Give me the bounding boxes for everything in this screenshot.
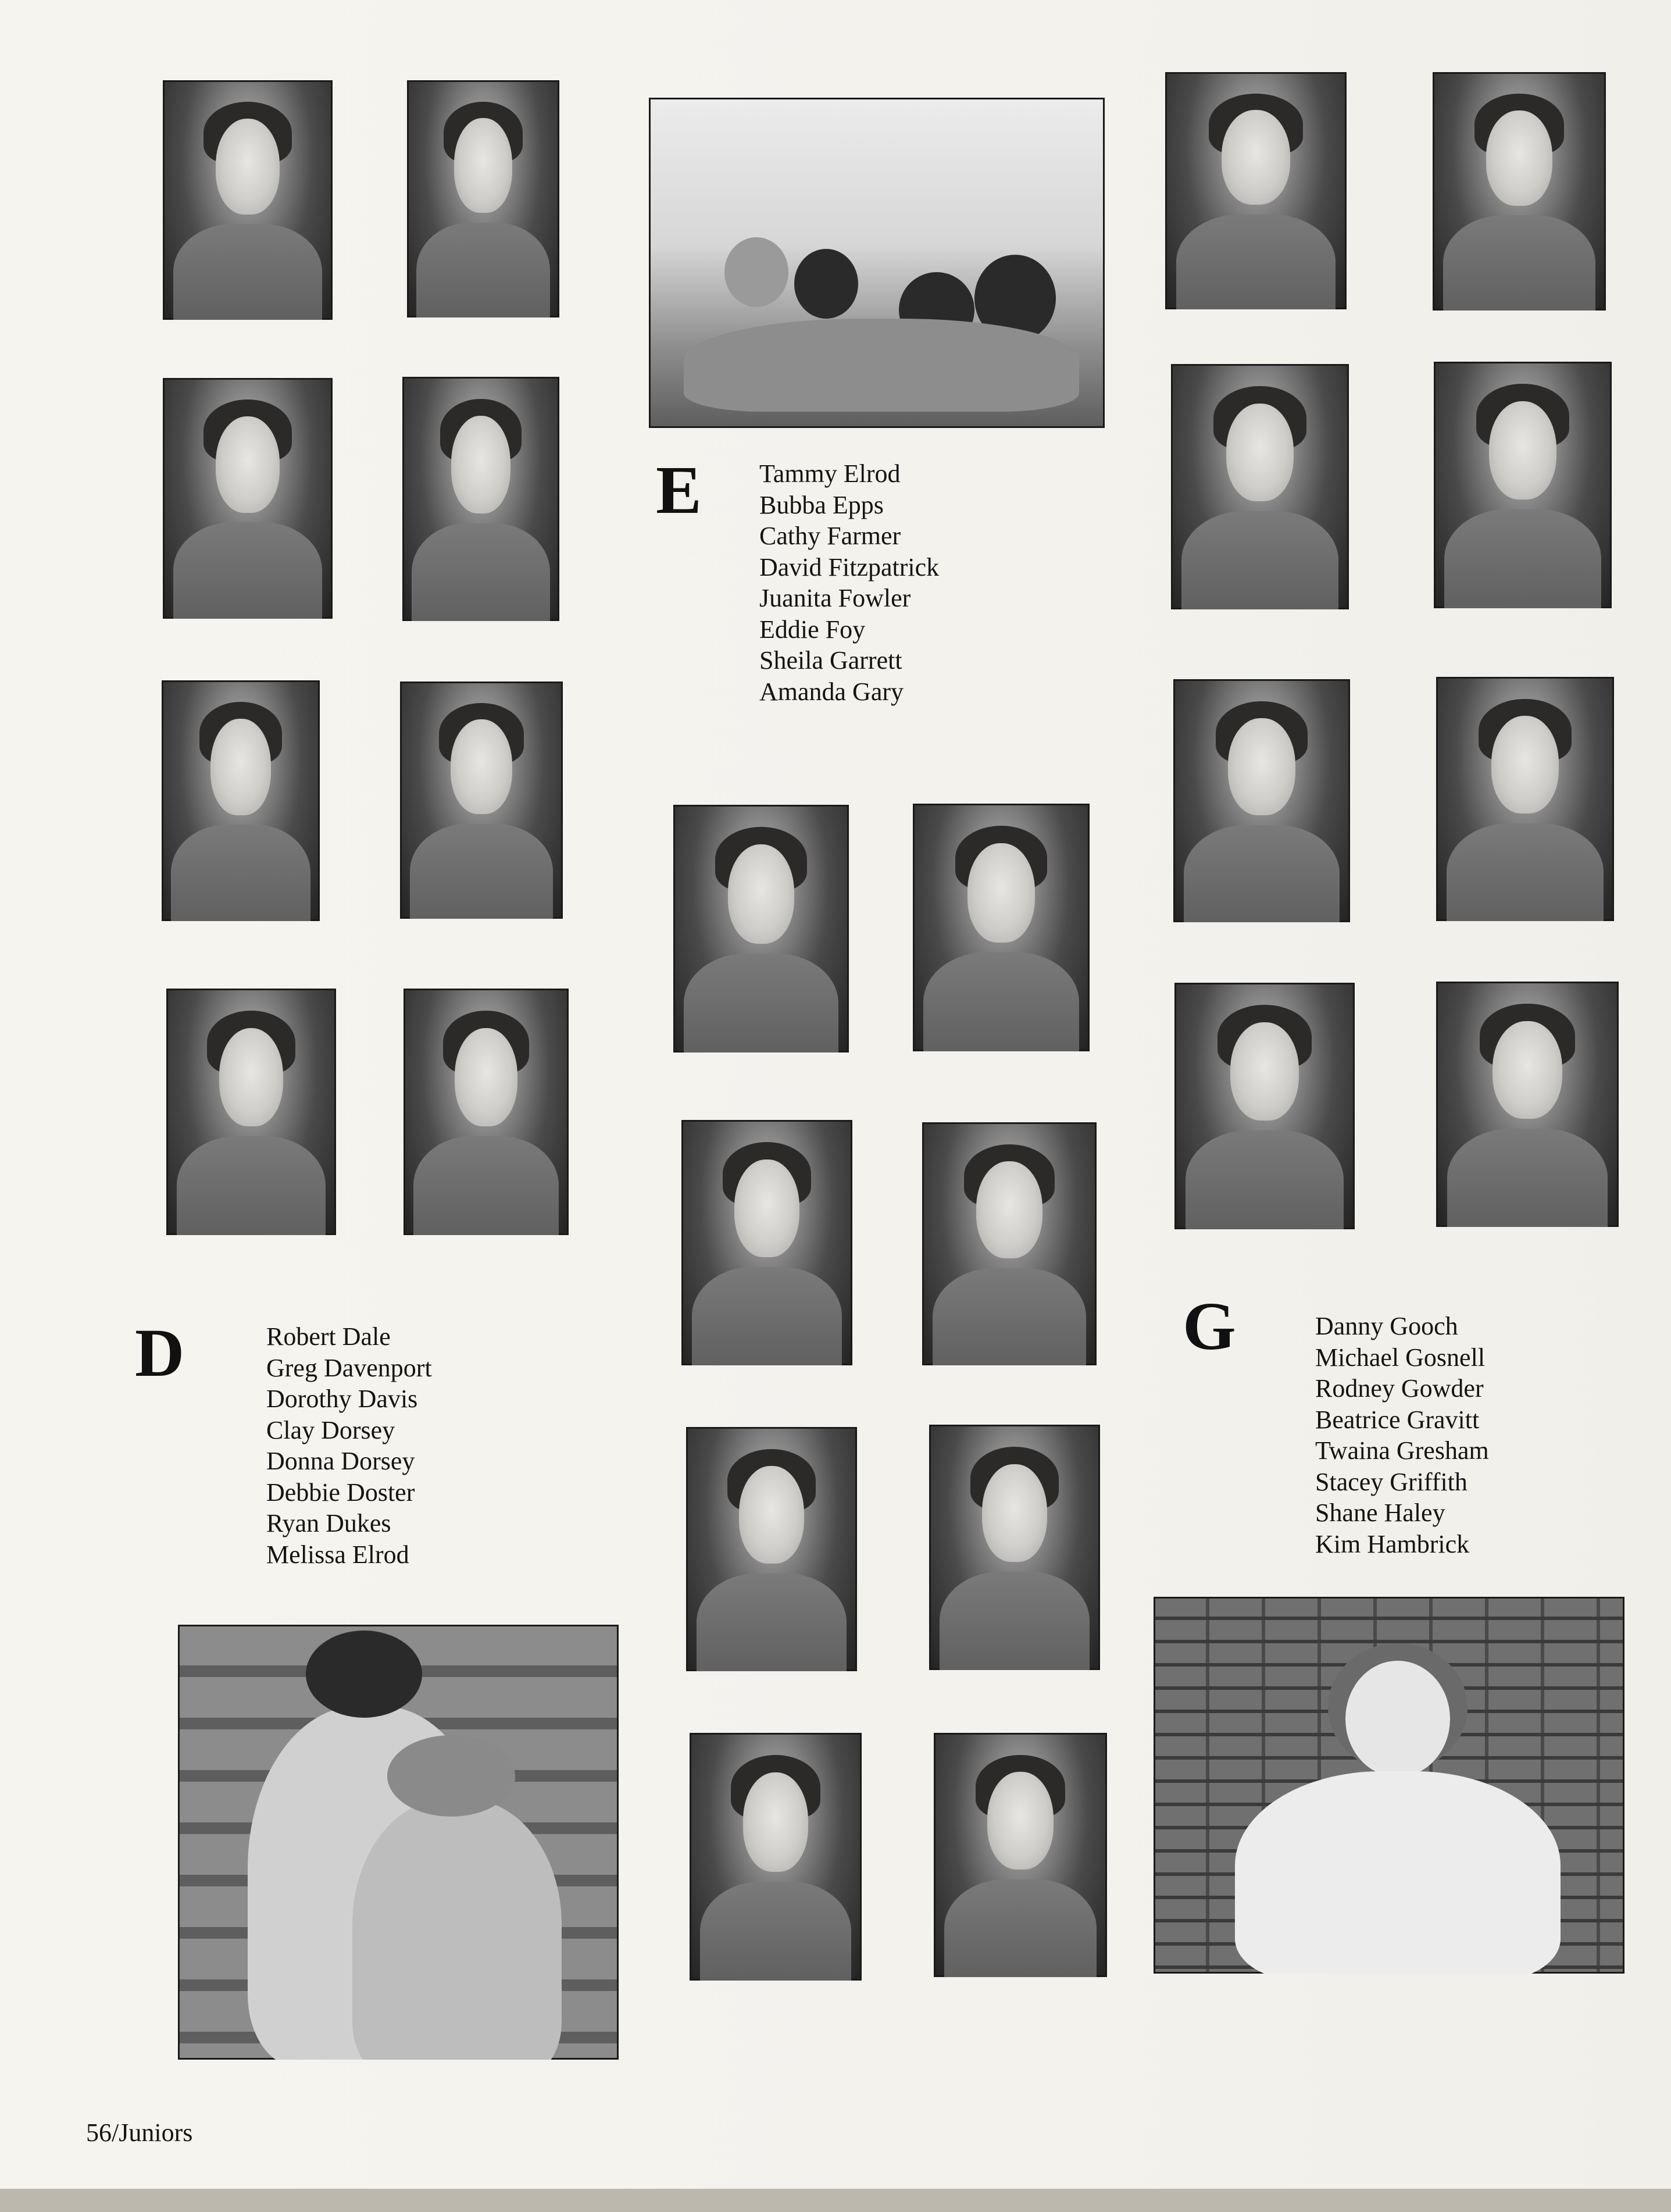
student-name: Debbie Doster [266, 1478, 415, 1507]
student-name: Juanita Fowler [759, 584, 911, 612]
portrait-photo [922, 1122, 1097, 1365]
name-list-g [1315, 1311, 1489, 1560]
student-name: Twaina Gresham [1315, 1436, 1489, 1465]
section-letter-e: E [656, 452, 702, 528]
student-name: Melissa Elrod [266, 1540, 409, 1569]
portrait-photo [407, 80, 559, 317]
student-name: Tammy Elrod [759, 459, 901, 488]
portrait-photo [1436, 982, 1619, 1227]
student-name: Amanda Gary [759, 677, 904, 706]
portrait-photo [404, 989, 569, 1235]
student-name: Donna Dorsey [266, 1447, 415, 1475]
portrait-photo [1174, 983, 1355, 1229]
student-name: David Fitzpatrick [759, 552, 940, 581]
student-name: Rodney Gowder [1315, 1374, 1484, 1403]
student-name: Sheila Garrett [759, 646, 902, 675]
section-letter-d: D [135, 1315, 185, 1391]
portrait-photo [681, 1120, 852, 1365]
portrait-photo [166, 989, 336, 1235]
portrait-photo [1434, 362, 1612, 608]
student-name: Cathy Farmer [759, 522, 901, 550]
portrait-photo [1171, 364, 1349, 609]
name-list-e [759, 458, 939, 707]
student-name: Eddie Foy [759, 615, 866, 644]
portrait-photo [690, 1733, 862, 1981]
student-name: Ryan Dukes [266, 1509, 391, 1537]
student-name: Greg Davenport [266, 1353, 432, 1382]
portrait-photo [929, 1425, 1100, 1670]
student-name: Shane Haley [1315, 1499, 1445, 1527]
portrait-photo [402, 377, 559, 621]
candid-photo-brick-wall [1154, 1597, 1624, 1974]
student-name: Bubba Epps [759, 490, 884, 519]
name-list-d [266, 1321, 432, 1570]
student-name: Kim Hambrick [1315, 1529, 1470, 1558]
page-folio: 56/Juniors [86, 2118, 193, 2147]
student-name: Dorothy Davis [266, 1385, 418, 1413]
portrait-photo [1436, 677, 1614, 921]
candid-photo-bleachers [178, 1625, 619, 2060]
portrait-photo [1165, 72, 1347, 309]
student-name: Stacey Griffith [1315, 1467, 1468, 1496]
portrait-photo [400, 682, 563, 919]
scan-edge [0, 2189, 1671, 2212]
portrait-photo [1433, 72, 1606, 311]
portrait-photo [163, 378, 333, 619]
student-name: Clay Dorsey [266, 1415, 395, 1444]
portrait-photo [673, 805, 849, 1053]
section-letter-g: G [1183, 1288, 1236, 1364]
candid-photo-hallway [649, 98, 1105, 428]
student-name: Robert Dale [266, 1322, 391, 1351]
portrait-photo [913, 804, 1090, 1051]
portrait-photo [162, 680, 320, 921]
student-name: Beatrice Gravitt [1315, 1405, 1480, 1434]
student-name: Danny Gooch [1315, 1312, 1458, 1340]
portrait-photo [934, 1733, 1107, 1977]
portrait-photo [163, 80, 333, 320]
portrait-photo [686, 1427, 857, 1671]
portrait-photo [1173, 679, 1350, 922]
student-name: Michael Gosnell [1315, 1343, 1486, 1372]
